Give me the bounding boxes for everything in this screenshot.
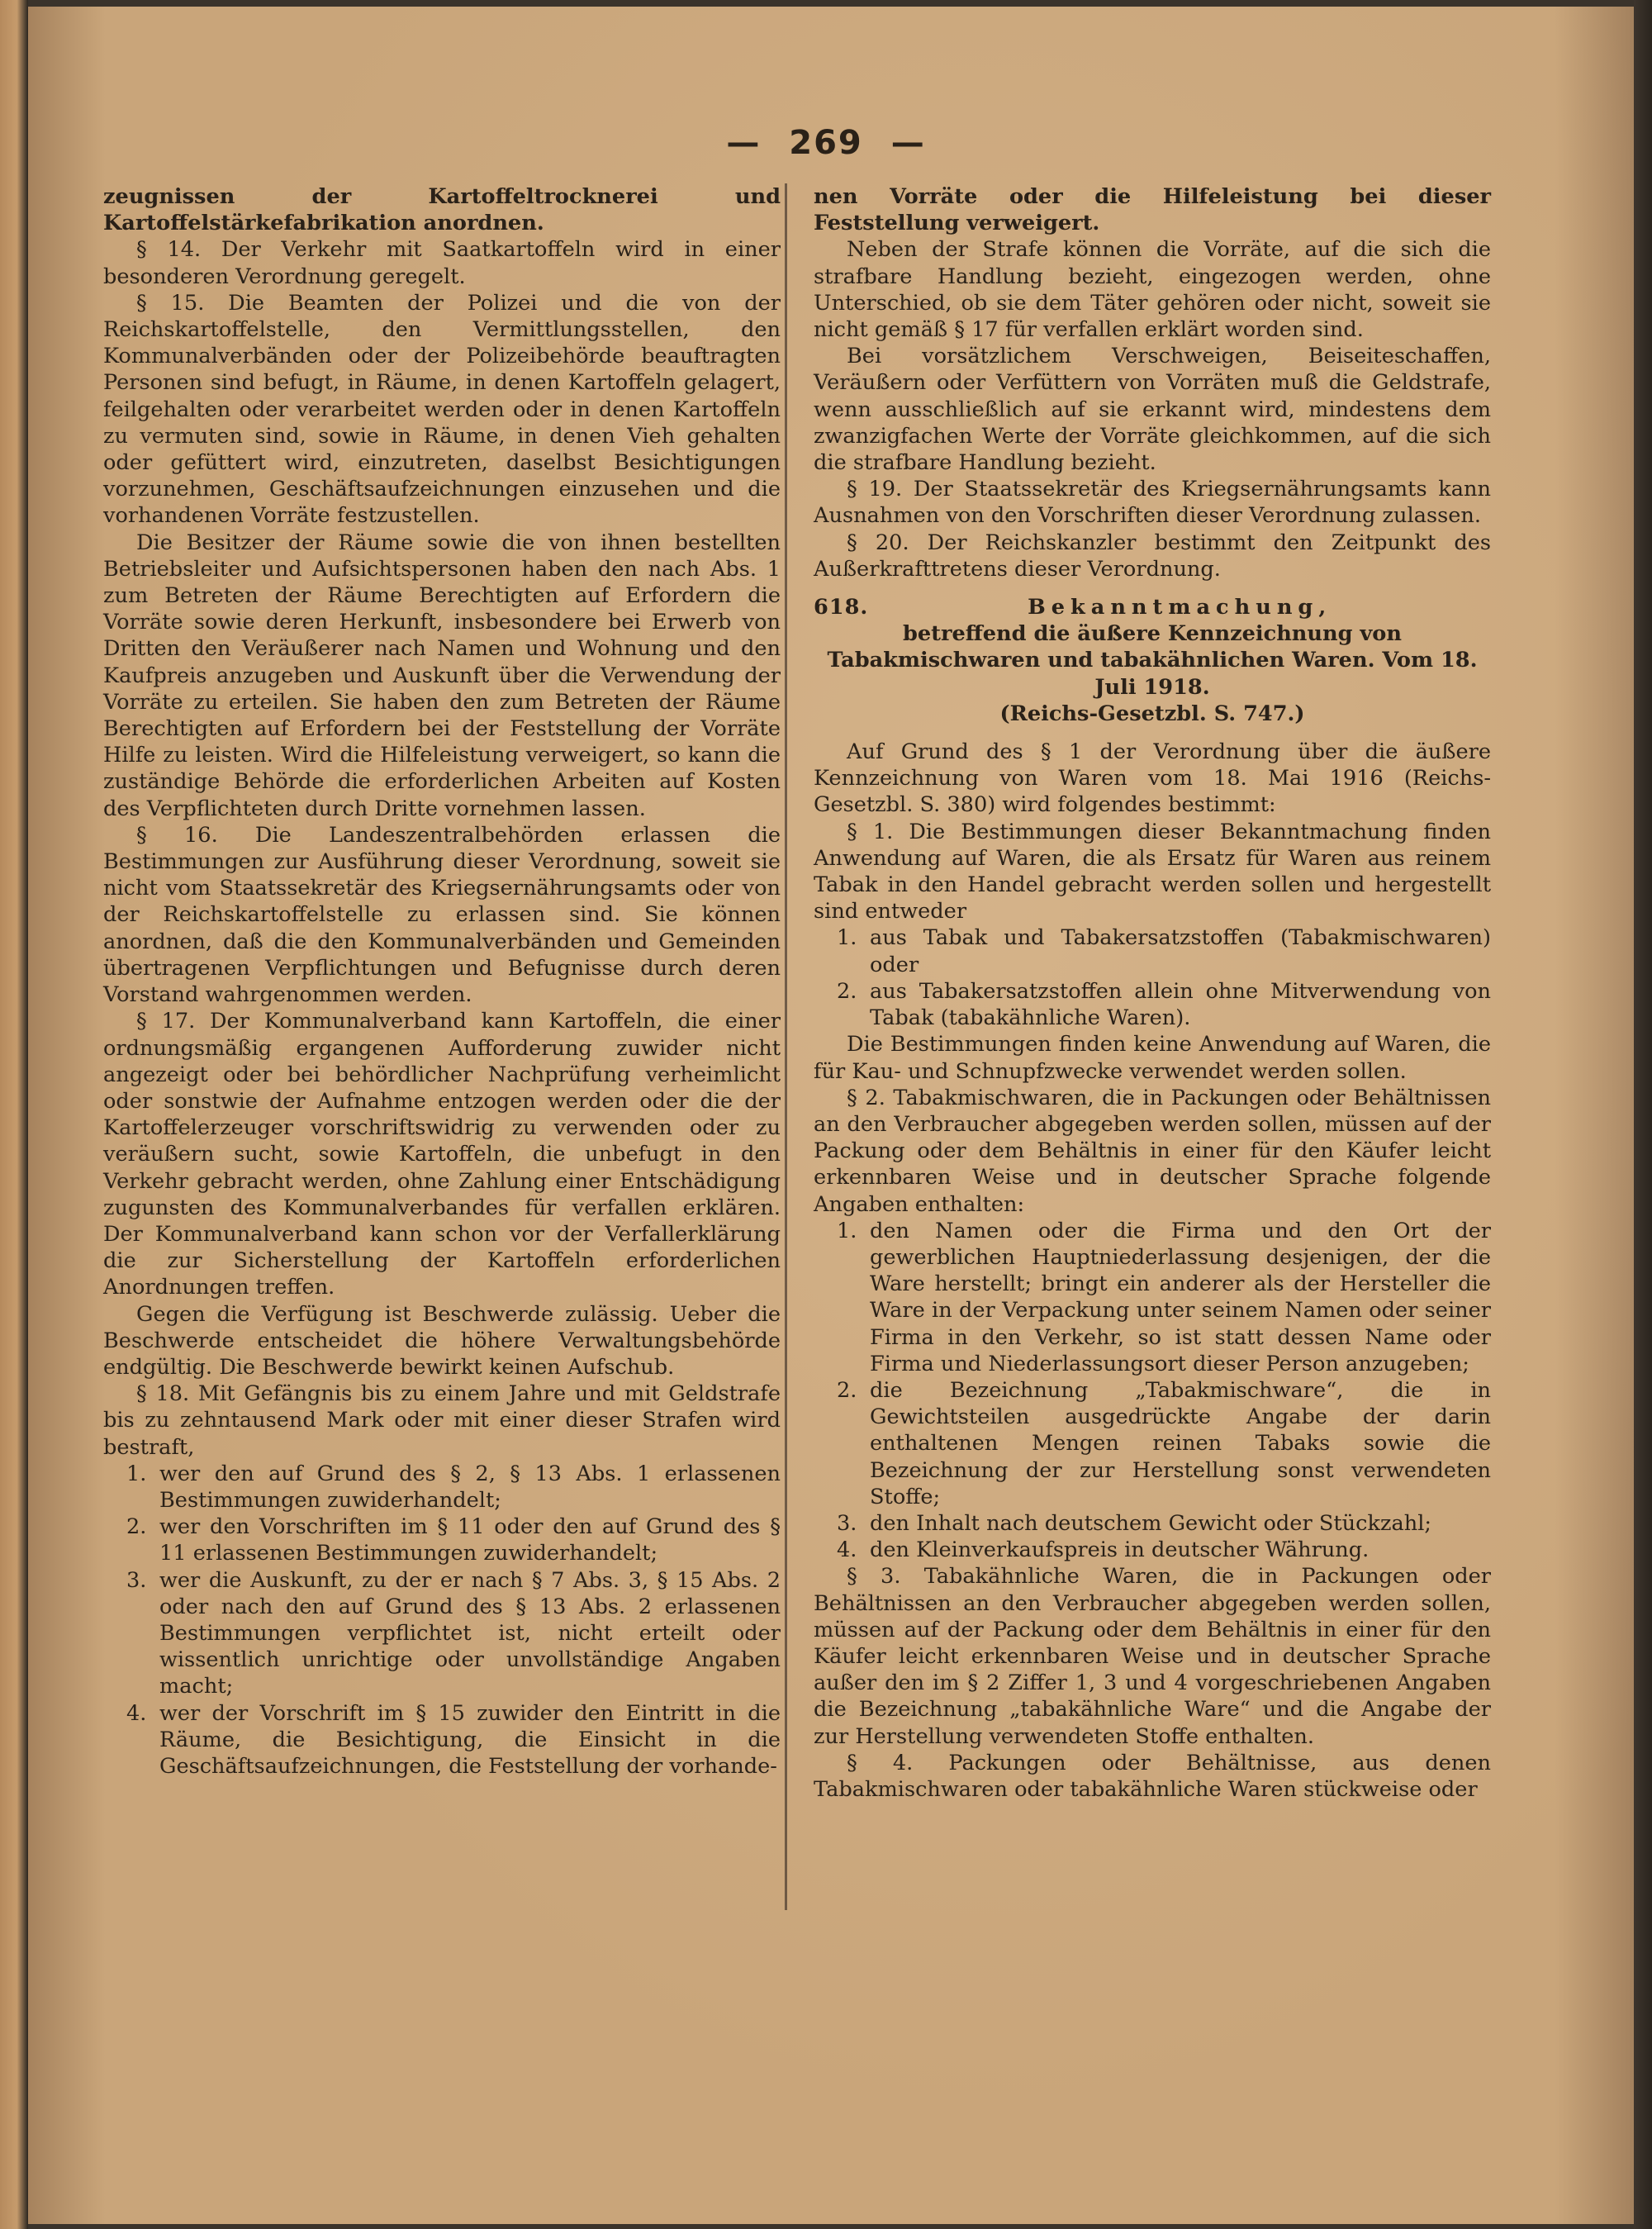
column-divider [785,183,787,1910]
list-item [126,1461,781,1514]
list-item-text: wer die Auskunft, zu der er nach § 7 Abs. 3, § 15 Abs. 2 oder nach den auf Grund des § 13 Abs. 2 erlassenen Bestimmungen verpflichtet ist, nicht erteilt oder wissentlich unrichtige oder unvollständige Angaben macht; [159,1567,781,1699]
paragraph-section-15: § 15. Die Beamten der Polizei und die von der Reichskartoffelstelle, den Vermittlungsstellen, den Kommunalverbänden oder der Polizeibehörde beauftragten Personen sind befugt, in Räume, in denen Kartoffeln gelagert, feilgehalten oder verarbeitet werden oder in denen Kartoffeln zu vermuten sind, sowie in Räume, in denen Vieh gehalten oder gefüttert wird, einzutreten, daselbst Besichtigungen vorzunehmen, Geschäftsaufzeichnungen einzusehen und die vorhandenen Vorräte festzustellen. [103,290,781,529]
list-item-text: wer der Vorschrift im § 15 zuwider den Eintritt in die Räume, die Besichtigung, die Einsicht in die Geschäftsaufzeichnungen, die Feststellung der vorhande- [159,1700,781,1779]
paragraph-s1: § 1. Die Bestimmungen dieser Bekanntmachung finden Anwendung auf Waren, die als Ersatz für Waren aus reinem Tabak in den Handel gebracht werden sollen und hergestellt sind entweder [814,819,1491,924]
page-header [0,124,1652,162]
list-item-number: 3. [126,1567,147,1593]
list-item-number: 1. [837,925,857,951]
list-item-text: aus Tabak und Tabakersatzstoffen (Tabakmischwaren) oder [870,925,1491,977]
announcement-heading [814,594,1491,620]
paragraph-section-19: § 19. Der Staatssekretär des Kriegsernährungsamts kann Ausnahmen von den Vorschriften dieser Verordnung zulassen. [814,477,1491,529]
spacer [814,582,1491,594]
paragraph-s3: § 3. Tabakähnliche Waren, die in Packungen oder Behältnissen an den Verbraucher abgegeben werden sollen, müssen auf der Packung oder dem Behältnis in einer für den Käufer leicht erkennbaren Weise und in deutscher Sprache außer den im § 2 Ziffer 1, 3 und 4 vorgeschriebenen Angaben die Bezeichnung „tabakähnliche Ware“ und die Angabe der zur Herstellung verwendeten Stoffe enthalten. [814,1564,1491,1749]
list-item-text: wer den auf Grund des § 2, § 13 Abs. 1 erlassenen Bestimmungen zuwiderhandelt; [159,1461,781,1513]
list-item-text: aus Tabakersatzstoffen allein ohne Mitverwendung von Tabak (tabakähnliche Waren). [870,978,1491,1031]
page-number-dash-left: — [726,124,762,162]
list-item [126,1567,781,1700]
page-number: 269 [789,124,863,162]
paragraph-section-17-abs-2: Gegen die Verfügung ist Beschwerde zulässig. Ueber die Beschwerde entscheidet die höhere Verwaltungsbehörde endgültig. Die Beschwerde bewirkt keinen Aufschub. [103,1301,781,1380]
left-column [103,183,781,1780]
paragraph-section-18: § 18. Mit Gefängnis bis zu einem Jahre und mit Geldstrafe bis zu zehntausend Mark oder mit einer dieser Strafen wird bestraft, [103,1381,781,1460]
paragraph-section-17: § 17. Der Kommunalverband kann Kartoffeln, die einer ordnungsmäßig ergangenen Aufforderung zuwider nicht angezeigt oder bei behördlicher Nachprüfung verheimlicht oder sonstwie der Aufnahme entzogen werden oder die der Kartoffelerzeuger vorschriftswidrig zu verwenden oder zu veräußern sucht, sowie Kartoffeln, die unbefugt in den Verkehr gebracht werden, ohne Zahlung einer Entschädigung zugunsten des Kommunalverbandes für verfallen erklären. Der Kommunalverband kann schon vor der Verfallerklärung die zur Sicherstellung der Kartoffeln erforderlichen Anordnungen treffen. [103,1009,781,1300]
paragraph-section-14: § 14. Der Verkehr mit Saatkartoffeln wird in einer besonderen Verordnung geregelt. [103,237,781,289]
section-18-list [103,1461,781,1780]
paragraph-continuation: zeugnissen der Kartoffeltrocknerei und Kartoffelstärkefabrikation anordnen. [103,184,781,236]
list-item-text: den Namen oder die Firma und den Ort der gewerblichen Hauptniederlassung desjenigen, der die Ware herstellt; bringt ein anderer als der Hersteller die Ware in der Verpackung unter seinem Namen oder seiner Firma in den Verkehr, so ist statt dessen Name oder Firma und Niederlassungsort dieser Person anzugeben; [870,1218,1491,1376]
spacer [814,727,1491,739]
paragraph-s4: § 4. Packungen oder Behältnisse, aus denen Tabakmischwaren oder tabakähnliche Waren stückweise oder [814,1750,1491,1802]
page-number-dash-right: — [890,124,926,162]
paragraph-section-15-abs-2: Die Besitzer der Räume sowie die von ihnen bestellten Betriebsleiter und Aufsichtspersonen haben den nach Abs. 1 zum Betreten der Räume Berechtigten auf Erfordern die Vorräte sowie deren Herkunft, insbesondere bei Erwerb von Dritten den Veräußerer nach Namen und Wohnung und den Kaufpreis anzugeben und Auskunft über die Verwendung der Vorräte zu erteilen. Sie haben den zum Betreten der Räume Berechtigten auf Erfordern bei der Feststellung der Vorräte Hilfe zu leisten. Wird die Hilfeleistung verweigert, so kann die zuständige Behörde die erforderlichen Arbeiten auf Kosten des Verpflichteten durch Dritte vornehmen lassen. [103,530,781,821]
binding-edge-left [0,0,28,2229]
list-item [837,978,1491,1031]
paragraph-confiscation: Neben der Strafe können die Vorräte, auf die sich die strafbare Handlung bezieht, eingezogen werden, ohne Unterschied, ob sie dem Täter gehören oder nicht, soweit sie nicht gemäß § 17 für verfallen erklärt worden sind. [814,237,1491,343]
list-item [837,1377,1491,1510]
list-item-text: den Kleinverkaufspreis in deutscher Währung. [870,1537,1370,1563]
announcement-title: Bekanntmachung, [1028,595,1332,620]
list-item-text: die Bezeichnung „Tabakmischware“, die in Gewichtsteilen ausgedrückte Angabe der darin enthaltenen Mengen reinen Tabaks sowie die Bezeichnung der zur Herstellung sonst verwendeten Stoffe; [870,1377,1491,1509]
list-item-number: 3. [837,1510,857,1536]
list-item [837,924,1491,977]
list-item-number: 2. [126,1514,147,1540]
paragraph-continuation: nen Vorräte oder die Hilfeleistung bei dieser Feststellung verweigert. [814,184,1491,236]
binding-edge-right [1634,0,1652,2229]
right-column [814,183,1491,1803]
paragraph-intro: Auf Grund des § 1 der Verordnung über die äußere Kennzeichnung von Waren vom 18. Mai 1916 (Reichs-Gesetzbl. S. 380) wird folgendes bestimmt: [814,739,1491,818]
list-item-number: 1. [126,1461,147,1486]
list-item [837,1537,1491,1563]
list-item-text: den Inhalt nach deutschem Gewicht oder Stückzahl; [870,1510,1431,1536]
paragraph-section-20: § 20. Der Reichskanzler bestimmt den Zeitpunkt des Außerkrafttretens dieser Verordnung. [814,530,1491,582]
list-item-number: 2. [837,1377,857,1403]
list-item-number: 1. [837,1218,857,1243]
s2-list [814,1218,1491,1564]
list-item-text: wer den Vorschriften im § 11 oder den auf Grund des § 11 erlassenen Bestimmungen zuwiderhandelt; [159,1514,781,1566]
paragraph-s1-abs-2: Die Bestimmungen finden keine Anwendung auf Waren, die für Kau- und Schnupfzwecke verwendet werden sollen. [814,1032,1491,1084]
list-item [126,1700,781,1780]
list-item-number: 4. [126,1700,147,1726]
announcement-citation: (Reichs-Gesetzbl. S. 747.) [999,701,1305,726]
paragraph-fine: Bei vorsätzlichem Verschweigen, Beiseiteschaffen, Veräußern oder Verfüttern von Vorräten muß die Geldstrafe, wenn ausschließlich auf sie erkannt wird, mindestens dem zwanzigfachen Werte der Vorräte gleichkommen, auf die sich die strafbare Handlung bezieht. [814,344,1491,476]
list-item-number: 4. [837,1537,857,1563]
s1-list [814,924,1491,1031]
list-item-number: 2. [837,978,857,1004]
paragraph-section-16: § 16. Die Landeszentralbehörden erlassen die Bestimmungen zur Ausführung dieser Verordnung, soweit sie nicht vom Staatssekretär des Kriegsernährungsamts oder von der Reichskartoffelstelle zu erlassen sind. Sie können anordnen, daß die den Kommunalverbänden und Gemeinden übertragenen Verpflichtungen und Befugnisse durch deren Vorstand wahrgenommen werden. [103,822,781,1008]
list-item [837,1510,1491,1537]
announcement-subtitle: betreffend die äußere Kennzeichnung von Tabakmischwaren und tabakähnlichen Waren. Vom 18. Juli 1918. [827,621,1478,700]
list-item [837,1218,1491,1377]
list-item [126,1514,781,1566]
announcement-number: 618. [814,595,869,620]
paragraph-s2: § 2. Tabakmischwaren, die in Packungen oder Behältnissen an den Verbraucher abgegeben werden sollen, müssen auf der Packung oder dem Behältnis in einer für den Käufer leicht erkennbaren Weise und in deutscher Sprache folgende Angaben enthalten: [814,1085,1491,1217]
